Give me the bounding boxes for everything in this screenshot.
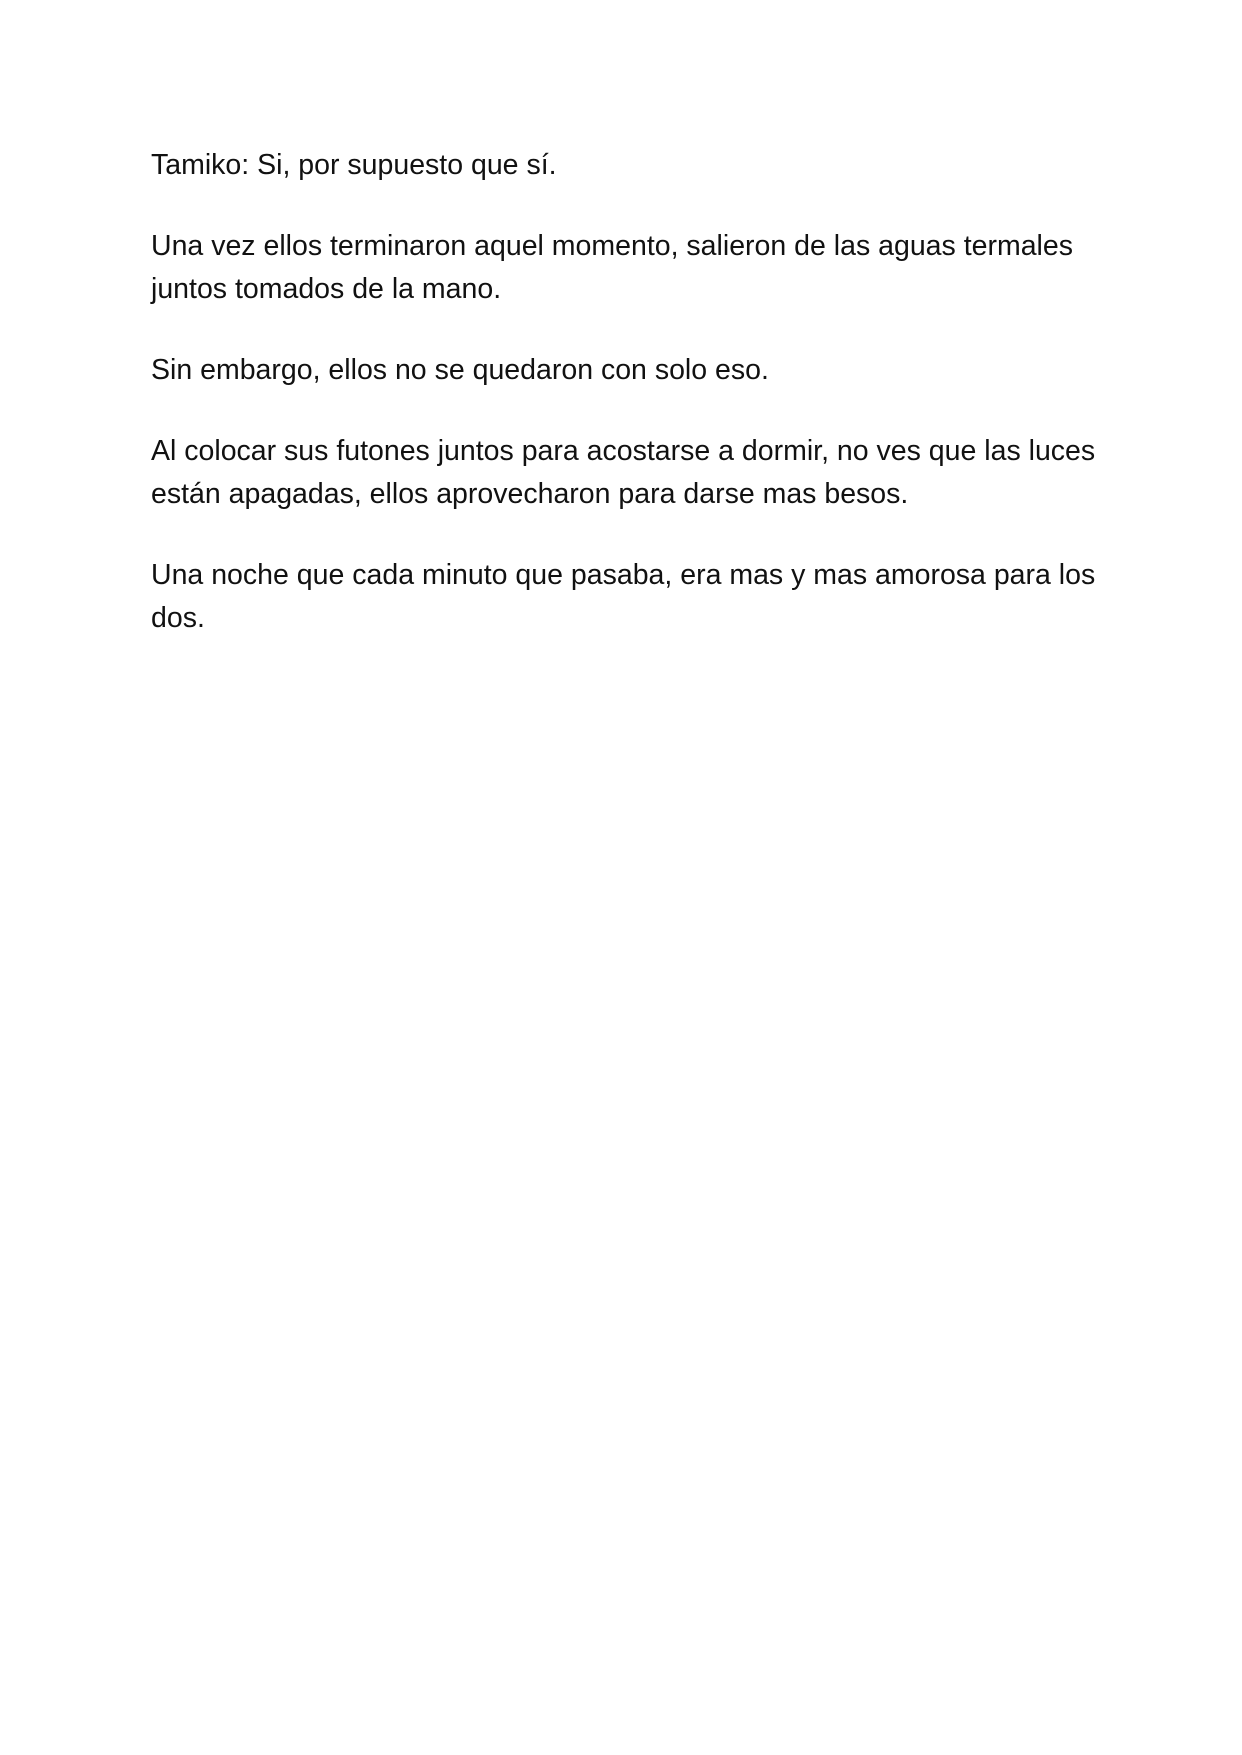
paragraph-5 bbox=[151, 554, 1111, 640]
paragraph-line: dos. bbox=[151, 602, 205, 634]
paragraph-2 bbox=[151, 225, 1111, 311]
paragraph-line: Una noche que cada minuto que pasaba, era mas y mas amorosa para los bbox=[151, 559, 1096, 591]
paragraph-line: juntos tomados de la mano. bbox=[151, 273, 502, 305]
paragraph-line: Sin embargo, ellos no se quedaron con solo eso. bbox=[151, 354, 769, 386]
paragraph-line: Tamiko: Si, por supuesto que sí. bbox=[151, 149, 557, 181]
paragraph-line: Al colocar sus futones juntos para acostarse a dormir, no ves que las luces bbox=[151, 435, 1096, 467]
paragraph-1 bbox=[151, 144, 1111, 187]
paragraph-line: Una vez ellos terminaron aquel momento, salieron de las aguas termales bbox=[151, 230, 1073, 262]
paragraph-4 bbox=[151, 430, 1111, 516]
paragraph-3 bbox=[151, 349, 1111, 392]
paragraph-line: están apagadas, ellos aprovecharon para darse mas besos. bbox=[151, 478, 909, 510]
document-body bbox=[151, 144, 1111, 678]
